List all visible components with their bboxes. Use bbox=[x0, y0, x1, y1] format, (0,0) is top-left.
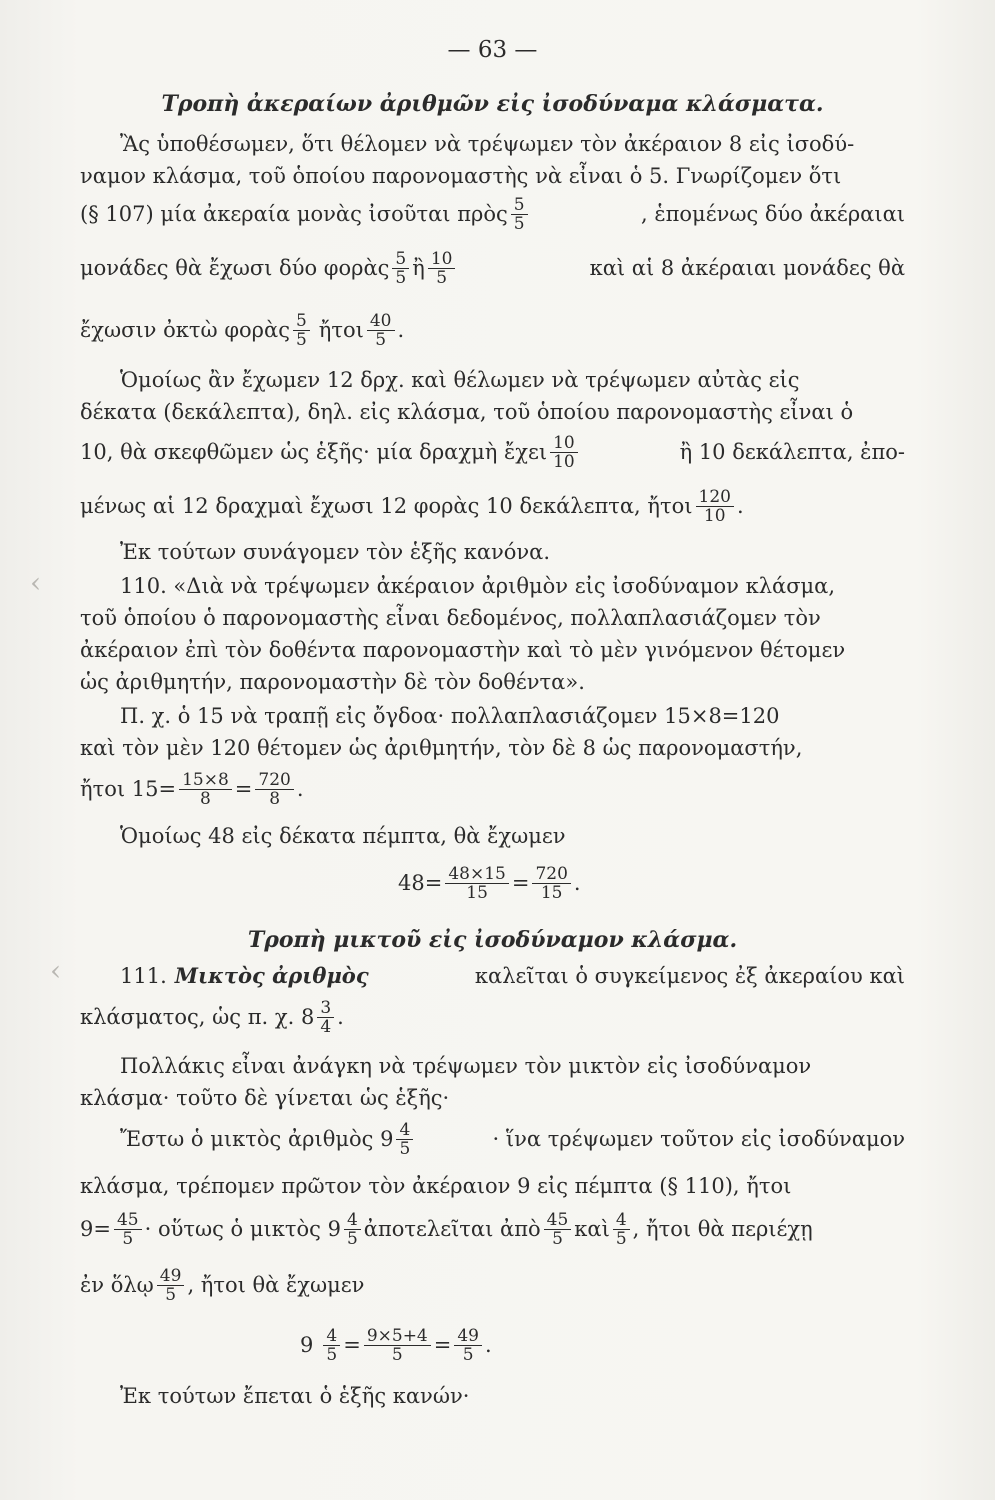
text-line: 10, θὰ σκεφθῶμεν ὡς ἑξῆς· μία δραχμὴ ἔχει $\frac{10}{10}$ ἢ 10 δεκάλεπτα, ἐπο- bbox=[80, 432, 905, 472]
rule-line: ἀκέραιον ἐπὶ τὸν δοθέντα παρονομαστὴν καὶ τὸ μὲν γινόμενον θέτομεν bbox=[80, 638, 846, 662]
text-line: ναμον κλάσμα, τοῦ ὁποίου παρονομαστὴς νὰ εἶναι ὁ 5. Γνωρίζομεν ὅτι bbox=[80, 164, 842, 188]
fraction: $\frac{5}{5}$ bbox=[293, 312, 310, 349]
text-line: Ἔστω ὁ μικτὸς ἀριθμὸς 9 $\frac{4}{5}$ · ἵνα τρέψωμεν τοῦτον εἰς ἰσοδύναμον bbox=[120, 1119, 905, 1159]
fraction: $\frac{4}{5}$ bbox=[344, 1211, 361, 1248]
margin-mark: ‹ bbox=[30, 566, 42, 599]
text-line: κλάσμα, τρέπομεν πρῶτον τὸν ἀκέραιον 9 εἰς πέμπτα (§ 110), ἤτοι bbox=[80, 1174, 792, 1198]
section-heading-integers: Τροπὴ ἀκεραίων ἀριθμῶν εἰς ἰσοδύναμα κλάσματα. bbox=[161, 91, 824, 117]
fraction: $\frac{720}{8}$ bbox=[255, 771, 293, 808]
fraction: $\frac{49}{5}$ bbox=[454, 1327, 482, 1364]
text-line: 111. Μικτὸς ἀριθμὸς καλεῖται ὁ συγκείμενος ἐξ ἀκεραίου καὶ bbox=[120, 963, 905, 988]
rule-line: τοῦ ὁποίου ὁ παρονομαστὴς εἶναι δεδομένος, πολλαπλασιάζομεν τὸν bbox=[80, 606, 821, 630]
text-line: (§ 107) μία ἀκεραία μονὰς ἰσοῦται πρὸς $\frac{5}{5}$ , ἑπομένως δύο ἀκέραιαι bbox=[80, 194, 905, 234]
text-line: ἔχωσιν ὀκτὼ φορὰς $\frac{5}{5}$ ἤτοι $\frac{40}{5}$ . bbox=[80, 310, 405, 350]
fraction: $\frac{15\times 8}{8}$ bbox=[179, 771, 232, 808]
text-line: μένως αἱ 12 δραχμαὶ ἔχωσι 12 φορὰς 10 δεκάλεπτα, ἤτοι $\frac{120}{10}$ . bbox=[80, 486, 744, 526]
text-line: Ἂς ὑποθέσωμεν, ὅτι θέλομεν νὰ τρέψωμεν τὸν ἀκέραιον 8 εἰς ἰσοδύ- bbox=[120, 132, 855, 156]
text-line: Π. χ. ὁ 15 νὰ τραπῇ εἰς ὄγδοα· πολλαπλασιάζομεν 15×8=120 bbox=[120, 704, 780, 728]
rule-line: 110. «Διὰ νὰ τρέψωμεν ἀκέραιον ἀριθμὸν εἰς ἰσοδύναμον κλάσμα, bbox=[120, 574, 836, 598]
fraction: $\frac{49}{5}$ bbox=[157, 1267, 185, 1304]
fraction: $\frac{10}{5}$ bbox=[428, 250, 456, 287]
equation-line: 48= $\frac{48\times 15}{15}$ = $\frac{720}{15}$ . bbox=[398, 863, 581, 903]
equation-line: 9 $\frac{4}{5}$ = $\frac{9\times 5+4}{5}$ = $\frac{49}{5}$ . bbox=[300, 1325, 492, 1365]
rule-line: ὡς ἀριθμητήν, παρονομαστὴν δὲ τὸν δοθέντα». bbox=[80, 670, 585, 694]
fraction: $\frac{3}{4}$ bbox=[317, 999, 334, 1036]
fraction: $\frac{5}{5}$ bbox=[392, 250, 409, 287]
text-line: Ἐκ τούτων ἔπεται ὁ ἑξῆς κανών· bbox=[120, 1384, 470, 1408]
margin-mark: ‹ bbox=[50, 954, 62, 987]
text-line: 9= $\frac{45}{5}$ · οὕτως ὁ μικτὸς 9 $\frac{4}{5}$ ἀποτελεῖται ἀπὸ $\frac{45}{5}$ καὶ $\frac{4}{5}$ , ἤτοι θὰ περιέχῃ bbox=[80, 1209, 813, 1249]
text-line: Ἐκ τούτων συνάγομεν τὸν ἑξῆς κανόνα. bbox=[120, 540, 551, 564]
fraction: $\frac{10}{10}$ bbox=[550, 434, 578, 471]
text-line: ἐν ὅλῳ $\frac{49}{5}$ , ἤτοι θὰ ἔχωμεν bbox=[80, 1265, 365, 1305]
text-line: καὶ τὸν μὲν 120 θέτομεν ὡς ἀριθμητήν, τὸν δὲ 8 ὡς παρονομαστήν, bbox=[80, 736, 803, 760]
text-line: μονάδες θὰ ἔχωσι δύο φορὰς $\frac{5}{5}$ ἢ $\frac{10}{5}$ καὶ αἱ 8 ἀκέραιαι μονάδες θὰ bbox=[80, 248, 905, 288]
fraction: $\frac{45}{5}$ bbox=[114, 1211, 142, 1248]
fraction: $\frac{40}{5}$ bbox=[367, 312, 395, 349]
text-line: Ὁμοίως ἂν ἔχωμεν 12 δρχ. καὶ θέλωμεν νὰ τρέψωμεν αὐτὰς εἰς bbox=[120, 368, 800, 392]
section-heading-mixed: Τροπὴ μικτοῦ εἰς ἰσοδύναμον κλάσμα. bbox=[247, 927, 738, 953]
text-line: κλάσματος, ὡς π. χ. 8 $\frac{3}{4}$ . bbox=[80, 997, 344, 1037]
text-line: Ὁμοίως 48 εἰς δέκατα πέμπτα, θὰ ἔχωμεν bbox=[120, 824, 566, 848]
page-number: — 63 — bbox=[447, 37, 538, 63]
equation-line: ἤτοι 15= $\frac{15\times 8}{8}$ = $\frac{720}{8}$ . bbox=[80, 769, 304, 809]
fraction: $\frac{4}{5}$ bbox=[323, 1327, 340, 1364]
fraction: $\frac{48\times 15}{15}$ bbox=[445, 865, 509, 902]
fraction: $\frac{4}{5}$ bbox=[396, 1121, 413, 1158]
text-line: κλάσμα· τοῦτο δὲ γίνεται ὡς ἑξῆς· bbox=[80, 1086, 450, 1110]
fraction: $\frac{4}{5}$ bbox=[613, 1211, 630, 1248]
fraction: $\frac{120}{10}$ bbox=[696, 488, 734, 525]
text-line: δέκατα (δεκάλεπτα), δηλ. εἰς κλάσμα, τοῦ ὁποίου παρονομαστὴς εἶναι ὁ bbox=[80, 400, 854, 424]
fraction: $\frac{720}{15}$ bbox=[532, 865, 570, 902]
text-line: Πολλάκις εἶναι ἀνάγκη νὰ τρέψωμεν τὸν μικτὸν εἰς ἰσοδύναμον bbox=[120, 1054, 812, 1078]
fraction: $\frac{5}{5}$ bbox=[511, 196, 528, 233]
fraction: $\frac{9\times 5+4}{5}$ bbox=[364, 1327, 431, 1364]
fraction: $\frac{45}{5}$ bbox=[544, 1211, 572, 1248]
